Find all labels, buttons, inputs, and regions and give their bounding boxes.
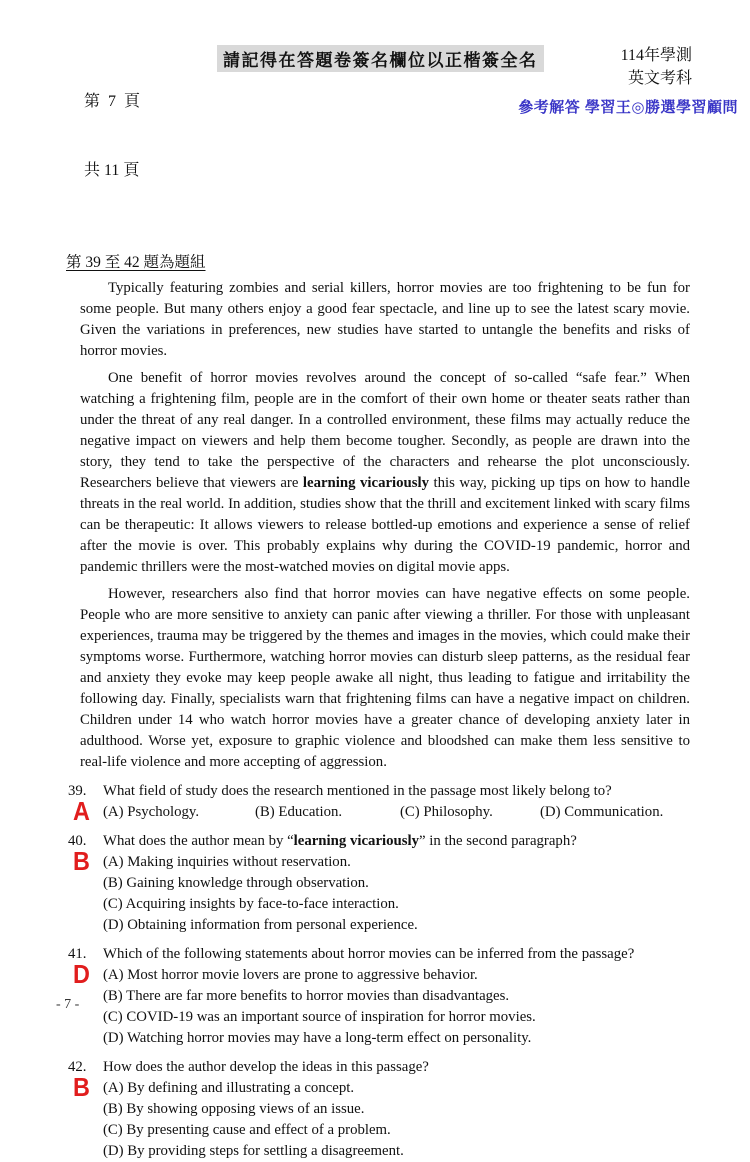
question-options [66, 959, 692, 1049]
question-42 [66, 1057, 692, 1162]
question-number: 39. [68, 783, 87, 799]
page-total: 共 11 頁 [84, 162, 140, 179]
option-B: (B) There are far more benefits to horror movies than disadvantages. [103, 988, 510, 1004]
text-run: Typically featuring zombies and serial killers, horror movies are too frightening to be fun for some people. But many others enjoy a good fear spectacle, and line up to see the latest scary movie. Given the variations in preferences, new studies have started to untangle the benefits and risks of horror movies. [80, 280, 690, 359]
question-number: 41. [68, 946, 87, 962]
passage-paragraph-1 [80, 278, 690, 362]
header-page-info [84, 44, 140, 228]
option-B: (B) Gaining knowledge through observation. [103, 875, 369, 891]
text-run: Which of the following statements about horror movies can be inferred from the passage? [103, 946, 635, 962]
question-options [66, 846, 692, 936]
text-run: What does the author mean by “ [103, 833, 294, 849]
question-text [103, 781, 692, 802]
passage [66, 278, 692, 773]
options-list [103, 852, 692, 936]
option-A: (A) Psychology. [103, 804, 200, 820]
signature-notice: 請記得在答題卷簽名欄位以正楷簽全名 [217, 45, 544, 72]
option-B: (B) By showing opposing views of an issue. [103, 1101, 365, 1117]
option-C: (C) COVID-19 was an important source of inspiration for horror movies. [103, 1009, 536, 1025]
question-text [103, 831, 692, 852]
text-run: this way, picking up tips on how to handle threats in the real world. In addition, studies show that the thrill and excitement linked with scary films can be therapeutic: It allows viewers to release bottled-up emotions and experience a sense of relief after the movie is over. This probably explains why during the COVID-19 pandemic, horror and pandemic thrillers were the most-watched movies on digital movie apps. [80, 475, 690, 575]
handwritten-answer: B [73, 846, 90, 876]
option-D: (D) Obtaining information from personal experience. [103, 917, 418, 933]
text-run: How does the author develop the ideas in this passage? [103, 1059, 429, 1075]
option-B: (B) Education. [255, 804, 343, 820]
option-D: (D) Communication. [540, 804, 664, 820]
bold-term: learning vicariously [302, 475, 430, 491]
answer-key-watermark: 參考解答 學習王◎勝選學習顧問 [518, 99, 738, 116]
handwritten-answer: A [73, 796, 90, 826]
question-options [66, 796, 692, 826]
question-41 [66, 944, 692, 1049]
option-C: (C) Acquiring insights by face-to-face interaction. [103, 896, 399, 912]
text-run: However, researchers also find that horror movies can have negative effects on some people. People who are more sensitive to anxiety can panic after viewing a thriller. For those with unpleasant experiences, trauma may be triggered by the themes and images in the movies, which could make their symptoms worse. Furthermore, watching horror movies can disturb sleep patterns, as the residual fear and anxiety they evoke may keep people awake all night, thus leading to fatigue and irritability the following day. Finally, specialists warn that frightening films can have a negative impact on children. Children under 14 who watch horror movies have a greater chance of developing anxiety later in adulthood. Worse yet, exposure to graphic violence and bloodshed can make them less sensitive to real-life violence and more accepting of aggression. [80, 586, 690, 770]
question-number: 40. [68, 833, 87, 849]
text-run: ” in the second paragraph? [419, 833, 577, 849]
text-run: What field of study does the research mentioned in the passage most likely belong to? [103, 783, 612, 799]
question-text [103, 1057, 692, 1078]
footer-page-number: - 7 - [56, 997, 80, 1012]
question-39 [66, 781, 692, 826]
option-A: (A) By defining and illustrating a concept. [103, 1080, 355, 1096]
options-list [103, 1078, 692, 1162]
option-D: (D) Watching horror movies may have a long-term effect on personality. [103, 1030, 532, 1046]
question-text [103, 944, 692, 965]
question-40 [66, 831, 692, 936]
option-C: (C) Philosophy. [400, 804, 493, 820]
question-number: 42. [68, 1059, 87, 1075]
header-exam-info [621, 44, 692, 90]
question-stem [66, 781, 692, 802]
option-A: (A) Making inquiries without reservation. [103, 854, 351, 870]
question-stem [66, 831, 692, 852]
question-stem [66, 944, 692, 965]
bold-term: learning vicariously [293, 833, 420, 849]
question-options [66, 1072, 692, 1162]
page-header [66, 44, 692, 228]
option-D: (D) By providing steps for settling a disagreement. [103, 1143, 404, 1159]
passage-paragraph-3 [80, 584, 690, 773]
question-stem [66, 1057, 692, 1078]
passage-paragraph-2 [80, 368, 690, 578]
options-row [103, 802, 692, 823]
questions [66, 781, 692, 1162]
handwritten-answer: D [73, 959, 90, 989]
option-C: (C) By presenting cause and effect of a problem. [103, 1122, 391, 1138]
page-number: 第 7 頁 [84, 93, 141, 110]
exam-year: 114年學測 [620, 47, 692, 64]
text-run: One benefit of horror movies revolves around the concept of so-called “safe fear.” When watching a frightening film, people are in the comfort of their own home or theater seats rather than under the threat of any real danger. In a controlled environment, these films may actually reduce the negative impact on viewers and help them become tougher. Secondly, as people are drawn into the story, they tend to take the perspective of the characters and rehearse the plot unconsciously. Researchers believe that viewers are [80, 370, 690, 491]
handwritten-answer: B [73, 1072, 90, 1102]
exam-subject: 英文考科 [627, 70, 692, 87]
options-list [103, 965, 692, 1049]
section-title: 第 39 至 42 題為題組 [66, 254, 206, 271]
option-A: (A) Most horror movie lovers are prone to aggressive behavior. [103, 967, 478, 983]
